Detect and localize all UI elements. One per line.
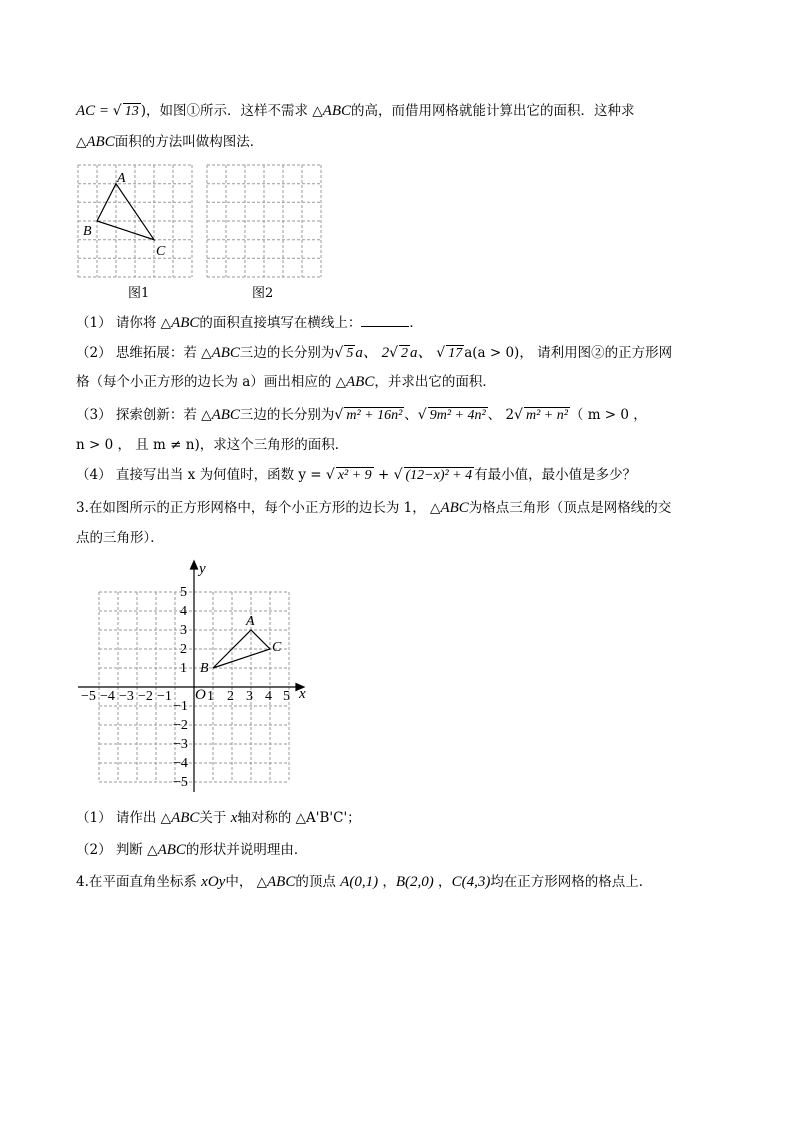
fig1-label-c: C: [156, 244, 166, 259]
text-seg: （3） 探索创新：若 △: [76, 407, 212, 423]
text-seg: 、 2: [487, 407, 515, 423]
sqrt-symbol: √: [514, 407, 523, 423]
text-seg: 面积的方法叫做构图法．: [114, 134, 264, 150]
sqrt-expr-1: m² + 16n²: [346, 408, 403, 423]
text-seg: 的高，而借用网格就能计算出它的面积．这种求: [351, 103, 635, 119]
y-tick: 3: [180, 623, 187, 638]
abc-label: ABC: [322, 103, 352, 119]
text-seg: （1） 请作出 △: [76, 810, 172, 826]
text-seg: 三边的长分别为: [239, 345, 335, 361]
sqrt-symbol: √: [393, 467, 403, 483]
y-tick: 2: [180, 642, 187, 657]
xoy-label: xOy: [201, 874, 226, 890]
sqrt-13: 13: [124, 104, 139, 119]
text-seg: a、 2: [355, 345, 390, 361]
problem-3-question-2: [76, 840, 307, 860]
y-tick: −5: [173, 775, 188, 790]
text-seg: 轴对称的 △A'B'C'；: [237, 810, 361, 826]
y-tick: −3: [173, 737, 188, 752]
text-seg: （4） 直接写出当 x 为何值时，函数 y =: [76, 467, 326, 483]
abc-label: ABC: [440, 500, 469, 516]
abc-label: ABC: [267, 874, 296, 890]
text-seg: ，: [433, 874, 452, 890]
figure-2-grid: [207, 165, 321, 277]
abc-label: ABC: [211, 407, 240, 423]
answer-blank[interactable]: [361, 312, 409, 327]
fig1-caption: 图1: [128, 286, 150, 301]
text-seg: n > 0 ， 且 m ≠ n)，求这个三角形的面积．: [76, 437, 349, 453]
sqrt-symbol: √: [334, 407, 344, 423]
question-2-line-2: [76, 372, 496, 392]
abc-label: ABC: [211, 345, 240, 361]
sqrt-expr-5: (12−x)² + 4: [405, 468, 473, 483]
y-tick: −2: [173, 718, 188, 733]
abc-label: ABC: [346, 374, 375, 390]
x-tick: 2: [227, 689, 234, 704]
text-seg: （ m > 0 ，: [569, 407, 647, 423]
abc-label: ABC: [171, 810, 200, 826]
x-tick: −5: [81, 689, 96, 704]
text-seg: ，并求出它的面积．: [374, 374, 496, 390]
point-label-b: B: [200, 661, 209, 676]
x-axis-label: x: [299, 686, 306, 702]
text-seg: 格（每个小正方形的边长为 a）画出相应的 △: [76, 374, 347, 390]
grid-figures: [70, 160, 360, 305]
question-3-line-2: [76, 435, 348, 455]
y-tick: 4: [180, 604, 187, 619]
point-label-a: A: [246, 614, 255, 629]
text-seg: 点的三角形）．: [76, 530, 164, 546]
text-seg: 4.在平面直角坐标系: [76, 874, 202, 890]
point-b-coord: B(2,0): [395, 874, 434, 890]
question-1: （1） 请你将 △ABC的面积直接填写在横线上： ．: [76, 312, 423, 333]
y-axis-label: y: [199, 561, 206, 577]
sqrt-17: 17: [448, 346, 463, 361]
y-tick: −4: [173, 756, 188, 771]
text-seg: 关于: [199, 810, 231, 826]
x-tick: −2: [138, 689, 153, 704]
abc-label: ABC: [157, 842, 186, 858]
text-seg: 为格点三角形（顶点是网格线的交: [468, 500, 672, 516]
figure-1-grid: [78, 165, 192, 277]
question-2-line-1: [76, 343, 672, 363]
x-tick: 5: [283, 689, 290, 704]
point-label-c: C: [272, 640, 282, 655]
text-seg: 的顶点: [295, 874, 341, 890]
x-tick: −1: [157, 689, 172, 704]
text-seg: a、: [410, 345, 437, 361]
text-seg: （1） 请你将 △: [76, 315, 172, 331]
problem-3-question-1: [76, 808, 361, 828]
text-seg: 的面积直接填写在横线上：: [199, 315, 362, 331]
text-seg: )，如图①所示．这样不需求 △: [140, 103, 323, 119]
sqrt-symbol: √: [389, 345, 399, 361]
origin-label: O: [195, 687, 206, 703]
text-seg: 、: [404, 407, 418, 423]
fig1-label-b: B: [83, 224, 92, 239]
sqrt-5: 5: [346, 346, 354, 361]
text-seg: 三边的长分别为: [239, 407, 335, 423]
y-tick: 1: [180, 661, 187, 676]
sqrt-expr-3: m² + n²: [525, 408, 568, 423]
sqrt-symbol: √: [112, 103, 122, 119]
text-seg: 的形状并说明理由．: [185, 842, 308, 858]
question-3-line-1: [76, 405, 647, 425]
problem-4-line-1: [76, 872, 652, 892]
triangle-symbol: △: [76, 134, 87, 150]
text-seg: a(a > 0)， 请利用图②的正方形网: [464, 345, 673, 361]
abc-label: ABC: [171, 315, 200, 331]
sqrt-2: 2: [401, 346, 409, 361]
point-c-coord: C(4,3): [451, 874, 491, 890]
x-tick: 3: [246, 689, 253, 704]
coordinate-grid-figure: [70, 555, 320, 795]
problem-3-line-2: [76, 528, 164, 548]
text-seg: ，: [378, 874, 396, 890]
sqrt-symbol: √: [436, 345, 446, 361]
x-var: x: [230, 810, 238, 826]
x-tick: 1: [207, 689, 214, 704]
y-tick: −1: [173, 699, 188, 714]
text-seg: （2） 判断 △: [76, 842, 158, 858]
x-tick: 4: [265, 689, 272, 704]
text-line-1: [76, 101, 635, 121]
sqrt-symbol: √: [325, 467, 335, 483]
fig1-label-a: A: [117, 171, 126, 186]
triangle-abc-fig1: [97, 184, 154, 240]
text-seg: 均在正方形网格的格点上．: [490, 874, 653, 890]
fig2-caption: 图2: [252, 286, 274, 301]
y-tick: 5: [180, 585, 187, 600]
ac-equals: AC =: [76, 103, 113, 119]
sqrt-symbol: √: [417, 407, 427, 423]
question-4: [76, 465, 636, 485]
abc-label: ABC: [86, 134, 115, 150]
text-seg: 3.在如图所示的正方形网格中，每个小正方形的边长为 1， △: [76, 500, 441, 516]
x-tick: −4: [100, 689, 115, 704]
sqrt-expr-2: 9m² + 4n²: [429, 408, 486, 423]
text-seg: +: [373, 467, 394, 483]
point-a-coord: A(0,1): [340, 874, 379, 890]
text-seg: 有最小值，最小值是多少？: [474, 467, 637, 483]
text-line-2: [76, 132, 263, 152]
sqrt-expr-4: x² + 9: [337, 468, 372, 483]
sqrt-symbol: √: [334, 345, 344, 361]
x-tick: −3: [119, 689, 134, 704]
text-seg: （2） 思维拓展：若 △: [76, 345, 212, 361]
problem-3-line-1: [76, 498, 671, 518]
text-seg: 中， △: [225, 874, 268, 890]
